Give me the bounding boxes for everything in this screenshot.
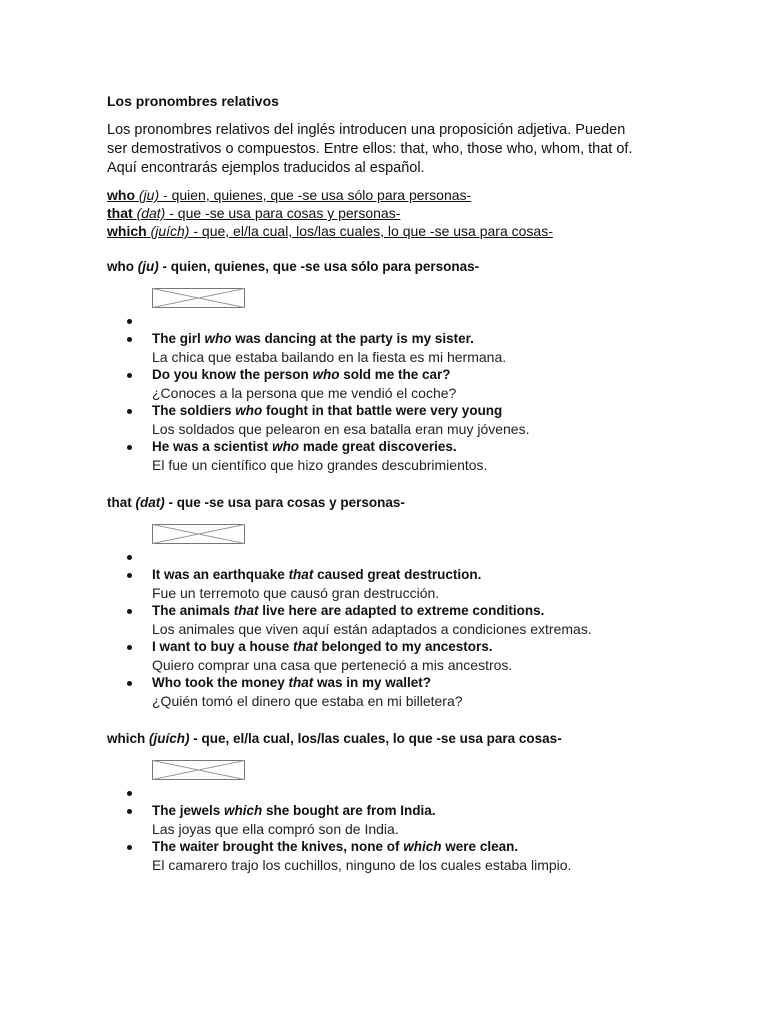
bullet-icon <box>127 791 132 796</box>
image-placeholder-icon <box>152 760 246 780</box>
image-placeholder-icon <box>152 524 246 544</box>
section-which <box>107 730 667 874</box>
english-sentence: The animals that live here are adapted to extreme conditions. <box>152 603 545 618</box>
bullet-icon <box>127 555 132 560</box>
spanish-translation: El fue un científico que hizo grandes descubrimientos. <box>152 457 488 473</box>
definition-list <box>107 186 667 240</box>
list-item <box>107 838 667 874</box>
list-item <box>107 566 667 602</box>
definition-that[interactable]: that (dat) - que -se usa para cosas y personas- <box>107 205 401 221</box>
example-list <box>107 312 667 474</box>
bullet-icon <box>127 845 132 850</box>
bullet-icon <box>127 645 132 650</box>
intro-line: Aquí encontrarás ejemplos traducidos al español. <box>107 160 425 176</box>
definition-which[interactable]: which (juích) - que, el/la cual, los/las cuales, lo que -se usa para cosas- <box>107 223 553 239</box>
spanish-translation: Los soldados que pelearon en esa batalla eran muy jóvenes. <box>152 421 530 437</box>
section-who <box>107 258 667 474</box>
section-heading: which (juích) - que, el/la cual, los/las cuales, lo que -se usa para cosas- <box>107 731 562 746</box>
list-item <box>107 312 667 330</box>
english-sentence: He was a scientist who made great discoveries. <box>152 439 457 454</box>
intro-paragraph <box>107 121 667 178</box>
english-sentence: I want to buy a house that belonged to my ancestors. <box>152 639 493 654</box>
english-sentence: The soldiers who fought in that battle were very young <box>152 403 503 418</box>
bullet-icon <box>127 319 132 324</box>
intro-line: ser demostrativos o compuestos. Entre ellos: that, who, those who, whom, that of. <box>107 141 633 157</box>
section-heading: that (dat) - que -se usa para cosas y personas- <box>107 495 405 510</box>
broken-image-placeholder <box>152 524 244 544</box>
definition-who[interactable]: who (ju) - quien, quienes, que -se usa sólo para personas- <box>107 187 472 203</box>
list-item <box>107 602 667 638</box>
bullet-icon <box>127 337 132 342</box>
spanish-translation: Las joyas que ella compró son de India. <box>152 821 399 837</box>
broken-image-placeholder <box>152 760 244 780</box>
list-item <box>107 366 667 402</box>
list-item <box>107 674 667 710</box>
english-sentence: The jewels which she bought are from India. <box>152 803 436 818</box>
spanish-translation: La chica que estaba bailando en la fiesta es mi hermana. <box>152 349 507 365</box>
bullet-icon <box>127 573 132 578</box>
spanish-translation: El camarero trajo los cuchillos, ninguno de los cuales estaba limpio. <box>152 857 572 873</box>
spanish-translation: Quiero comprar una casa que perteneció a mis ancestros. <box>152 657 513 673</box>
english-sentence: The waiter brought the knives, none of which were clean. <box>152 839 519 854</box>
example-list <box>107 548 667 710</box>
bullet-icon <box>127 409 132 414</box>
broken-image-placeholder <box>152 288 244 308</box>
page-title: Los pronombres relativos <box>107 93 279 109</box>
spanish-translation: ¿Conoces a la persona que me vendió el coche? <box>152 385 457 401</box>
english-sentence: Do you know the person who sold me the car? <box>152 367 451 382</box>
list-item <box>107 438 667 474</box>
english-sentence: It was an earthquake that caused great destruction. <box>152 567 482 582</box>
intro-line: Los pronombres relativos del inglés introducen una proposición adjetiva. Pueden <box>107 122 626 138</box>
english-sentence: The girl who was dancing at the party is my sister. <box>152 331 474 346</box>
bullet-icon <box>127 609 132 614</box>
example-list <box>107 784 667 874</box>
bullet-icon <box>127 445 132 450</box>
section-heading: who (ju) - quien, quienes, que -se usa sólo para personas- <box>107 259 480 274</box>
bullet-icon <box>127 373 132 378</box>
bullet-icon <box>127 681 132 686</box>
list-item <box>107 638 667 674</box>
english-sentence: Who took the money that was in my wallet? <box>152 675 432 690</box>
section-that <box>107 494 667 710</box>
spanish-translation: Fue un terremoto que causó gran destrucción. <box>152 585 440 601</box>
list-item <box>107 548 667 566</box>
document-page <box>107 91 667 874</box>
image-placeholder-icon <box>152 288 246 308</box>
spanish-translation: ¿Quién tomó el dinero que estaba en mi billetera? <box>152 693 463 709</box>
spanish-translation: Los animales que viven aquí están adaptados a condiciones extremas. <box>152 621 592 637</box>
list-item <box>107 402 667 438</box>
bullet-icon <box>127 809 132 814</box>
list-item <box>107 330 667 366</box>
list-item <box>107 802 667 838</box>
list-item <box>107 784 667 802</box>
